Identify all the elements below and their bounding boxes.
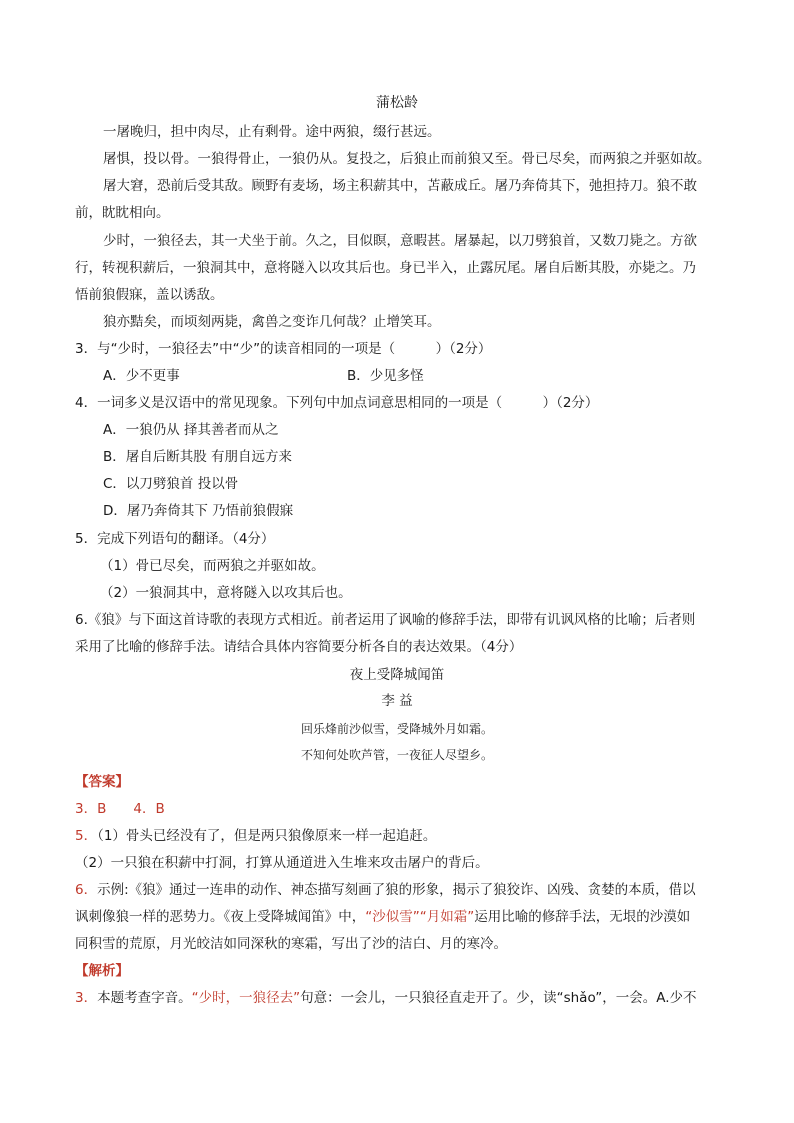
answer-quote: “沙似雪”: [365, 909, 420, 925]
analysis-quote: “少时，一狼径去”: [191, 990, 301, 1006]
answer-header: 【答案】: [75, 774, 129, 790]
answer-text: 运用比喻的修辞手法，无垠的沙漠如: [474, 909, 691, 925]
question-6-line: 采用了比喻的修辞手法。请结合具体内容简要分析各自的表达效果。（4分）: [75, 639, 523, 655]
poem-line: 不知何处吹芦管，一夜征人尽望乡。: [300, 748, 493, 762]
question-4-option: D．屠乃奔倚其下 乃悟前狼假寐: [103, 503, 294, 519]
answer-text: 讽刺像狼一样的恶势力。《夜上受降城闻笛》中，: [75, 909, 366, 925]
passage-paragraph: 屠惧，投以骨。一狼得骨止，一狼仍从。复投之，后狼止而前狼又至。骨已尽矣，而两狼之并驱如故。: [103, 151, 711, 167]
passage-paragraph: 一屠晚归，担中肉尽，止有剩骨。途中两狼，缀行甚远。: [103, 124, 441, 140]
analysis-number: 3．: [75, 990, 98, 1006]
answer-6-line-2: [75, 907, 690, 927]
answer-text: 示例:《狼》通过一连串的动作、神态描写刻画了狼的形象，揭示了狼狡诈、凶残、贪婪的本质，借以: [97, 882, 696, 898]
question-5-item: （1）骨已尽矣，而两狼之并驱如故。: [100, 558, 325, 574]
question-6-line: 6.《狼》与下面这首诗歌的表现方式相近。前者运用了讽喻的修辞手法，即带有讥讽风格的比喻；后者则: [75, 612, 696, 628]
passage-paragraph: 行，转视积薪后，一狼洞其中，意将隧入以攻其后也。身已半入，止露尻尾。屠自后断其股，亦毙之。乃: [75, 260, 696, 276]
analysis-line-1: [75, 988, 697, 1008]
question-4-stem: 4．一词多义是汉语中的常见现象。下列句中加点词意思相同的一项是（ ）（2分）: [75, 395, 599, 411]
passage-paragraph: 少时，一狼径去，其一犬坐于前。久之，目似瞑，意暇甚。屠暴起，以刀劈狼首，又数刀毙之。方欲: [103, 233, 697, 249]
question-5-item: （2）一狼洞其中，意将隧入以攻其后也。: [100, 585, 352, 601]
answer-number: 5．: [75, 828, 98, 844]
passage-paragraph: 前，眈眈相向。: [75, 205, 170, 221]
answer-6-line-1: [75, 880, 696, 900]
poem-line: 回乐烽前沙似雪，受降城外月如霜。: [300, 722, 493, 736]
passage-author: 蒲松龄: [376, 95, 418, 111]
analysis-text: 本题考查字音。: [97, 990, 192, 1006]
passage-paragraph: 屠大窘，恐前后受其敌。顾野有麦场，场主积薪其中，苫蔽成丘。屠乃奔倚其下，弛担持刀。狼不敢: [103, 178, 697, 194]
question-4-option: A．一狼仍从 择其善者而从之: [103, 422, 279, 438]
analysis-text: 句意：一会儿，一只狼径直走开了。少，读“shǎo”，一会。A.少不: [300, 990, 697, 1006]
question-3-option-b: B．少见多怪: [347, 368, 424, 384]
analysis-header: 【解析】: [75, 963, 129, 979]
passage-paragraph: 狼亦黠矣，而顷刻两毙，禽兽之变诈几何哉？止增笑耳。: [103, 314, 441, 330]
poem-title: 夜上受降城闻笛: [349, 667, 445, 683]
question-4-option: C．以刀劈狼首 投以骨: [103, 476, 239, 492]
question-4-option: B．屠自后断其股 有朋自远方来: [103, 449, 293, 465]
answer-5-1: [75, 826, 436, 846]
answer-3-4: 3．B 4．B: [75, 801, 165, 817]
poem-author: 李 益: [381, 693, 413, 709]
answer-text: （1）骨头已经没有了，但是两只狼像原来一样一起追赶。: [97, 828, 437, 844]
question-5-stem: 5．完成下列语句的翻译。（4分）: [75, 531, 275, 547]
question-3-stem: 3．与“少时，一狼径去”中“少”的读音相同的一项是（ ）（2分）: [75, 341, 492, 357]
answer-6-line-3: 同积雪的荒原，月光皎洁如同深秋的寒霜，写出了沙的洁白、月的寒冷。: [75, 936, 507, 952]
question-3-option-a: A．少不更事: [103, 368, 180, 384]
passage-paragraph: 悟前狼假寐，盖以诱敌。: [75, 287, 224, 303]
answer-quote: “月如霜”: [419, 909, 475, 925]
answer-5-2: （2）一只狼在积薪中打洞，打算从通道进入生堆来攻击屠户的背后。: [75, 855, 489, 871]
answer-number: 6．: [75, 882, 98, 898]
